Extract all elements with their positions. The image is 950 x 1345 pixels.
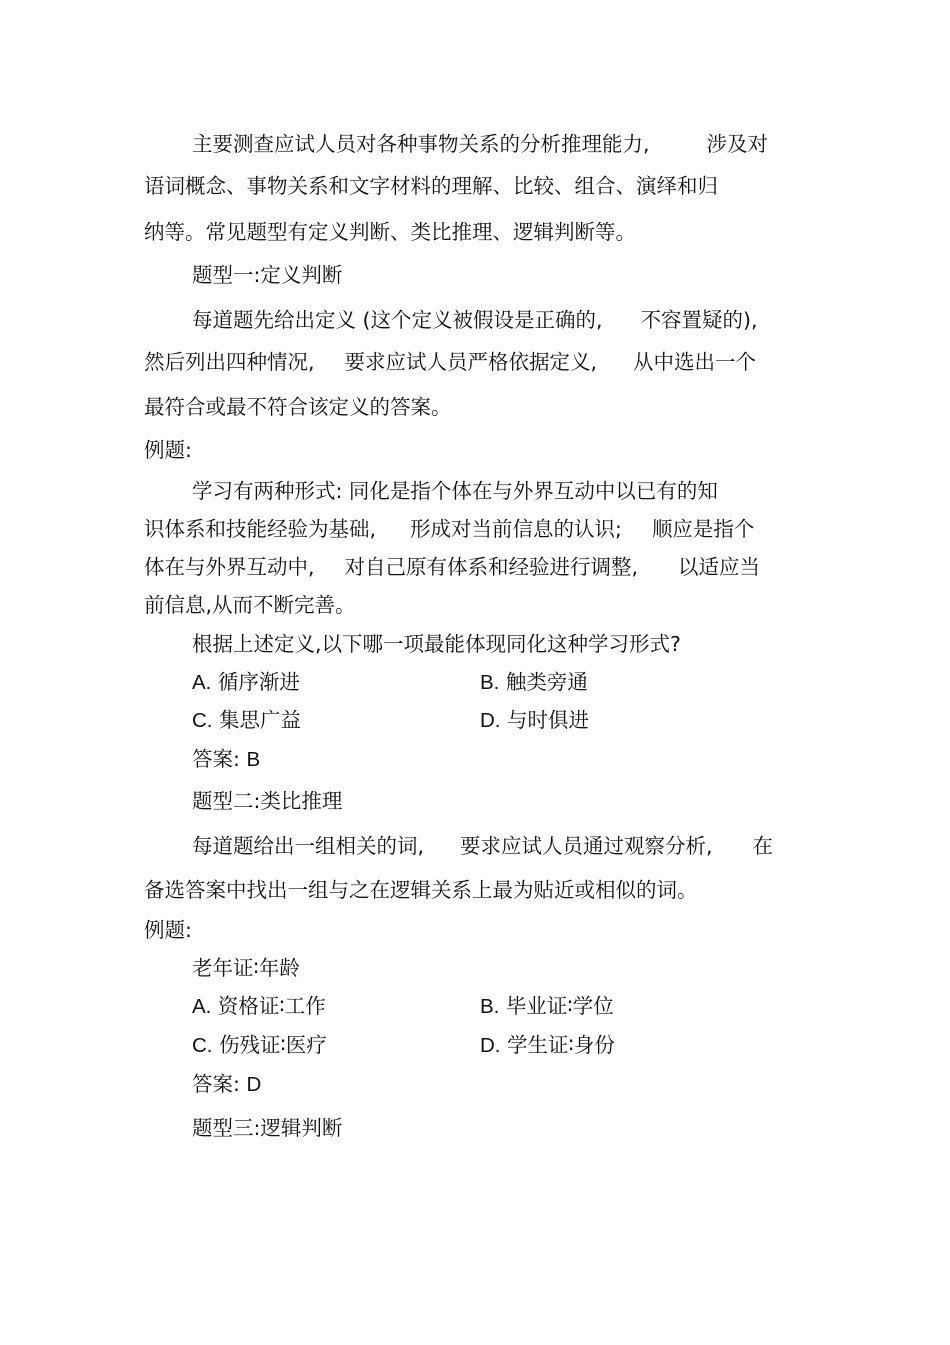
option-text: 伤残证∶医疗	[219, 1033, 327, 1057]
answer-value: D	[246, 1073, 262, 1096]
answer-value: B	[246, 748, 261, 771]
option-letter: A.	[192, 671, 212, 694]
intro-line-1-tail: 涉及对	[706, 132, 769, 156]
option-text: 资格证∶工作	[217, 994, 326, 1018]
option-letter: B.	[480, 671, 500, 694]
type1-option-a	[192, 668, 300, 697]
type1-desc-1a: 每道题先给出定义 (这个定义被假设是正确的,	[192, 308, 603, 332]
type1-answer	[192, 745, 260, 774]
type1-ex-2c: 顺应是指个	[651, 517, 755, 541]
option-letter: C.	[192, 1034, 213, 1057]
type1-ex-3a: 体在与外界互动中,	[144, 555, 315, 579]
type1-ex-2a: 识体系和技能经验为基础,	[144, 517, 377, 541]
option-text: 学生证∶身份	[507, 1033, 615, 1057]
option-letter: B.	[480, 995, 500, 1018]
option-text: 集思广益	[219, 708, 302, 732]
intro-line-2: 语词概念、事物关系和文字材料的理解、比较、组合、演绎和归	[144, 174, 718, 198]
type1-ex-3b: 对自己原有体系和经验进行调整,	[344, 555, 639, 579]
intro-line-1	[192, 130, 768, 158]
type1-desc-line-1	[192, 306, 758, 334]
type1-desc-2a: 然后列出四种情况,	[144, 350, 315, 374]
type1-option-c	[192, 706, 301, 735]
type2-desc-1c: 在	[752, 834, 774, 858]
type1-question: 根据上述定义,以下哪一项最能体现同化这种学习形式?	[192, 632, 681, 656]
type2-desc-line-1	[192, 832, 773, 860]
option-letter: D.	[480, 1034, 501, 1057]
option-text: 与时俱进	[507, 708, 590, 732]
type1-desc-1b: 不容置疑的),	[640, 308, 758, 332]
type2-example-label: 例题:	[144, 918, 192, 942]
type1-option-b	[480, 668, 588, 697]
option-text: 触类旁通	[505, 670, 588, 694]
type1-example-label: 例题:	[144, 438, 192, 462]
type2-answer	[192, 1070, 261, 1099]
answer-label: 答案:	[192, 1072, 240, 1096]
type1-example-line-4: 前信息,从而不断完善。	[144, 593, 356, 617]
type3-heading: 题型三:逻辑判断	[192, 1116, 343, 1140]
option-text: 毕业证∶学位	[505, 994, 614, 1018]
option-letter: A.	[192, 995, 212, 1018]
type2-option-b	[480, 992, 614, 1021]
type2-desc-line-2: 备选答案中找出一组与之在逻辑关系上最为贴近或相似的词。	[144, 878, 698, 902]
intro-line-3: 纳等。常见题型有定义判断、类比推理、逻辑判断等。	[144, 220, 636, 244]
type1-ex-2b: 形成对当前信息的认识;	[410, 517, 622, 541]
type2-option-a	[192, 992, 326, 1021]
type2-desc-1a: 每道题给出一组相关的词,	[192, 834, 425, 858]
type1-example-line-1: 学习有两种形式: 同化是指个体在与外界互动中以已有的知	[192, 479, 718, 503]
type1-example-line-3	[144, 553, 760, 581]
type1-ex-3c: 以适应当	[678, 555, 761, 579]
type2-option-c	[192, 1031, 327, 1060]
type2-stem: 老年证∶年龄	[192, 956, 300, 980]
option-text: 循序渐进	[217, 670, 300, 694]
option-letter: C.	[192, 709, 213, 732]
type1-heading: 题型一:定义判断	[192, 263, 343, 287]
type2-desc-1b: 要求应试人员通过观察分析,	[460, 834, 713, 858]
type2-heading: 题型二:类比推理	[192, 789, 343, 813]
type2-option-d	[480, 1031, 615, 1060]
intro-line-1-text: 主要测查应试人员对各种事物关系的分析推理能力,	[192, 132, 650, 156]
type1-desc-line-2	[144, 348, 756, 376]
answer-label: 答案:	[192, 747, 240, 771]
type1-desc-2c: 从中选出一个	[633, 350, 757, 374]
type1-example-line-2	[144, 515, 754, 543]
type1-desc-2b: 要求应试人员严格依据定义,	[344, 350, 598, 374]
type1-desc-line-3: 最符合或最不符合该定义的答案。	[144, 395, 452, 419]
type1-option-d	[480, 706, 589, 735]
option-letter: D.	[480, 709, 501, 732]
